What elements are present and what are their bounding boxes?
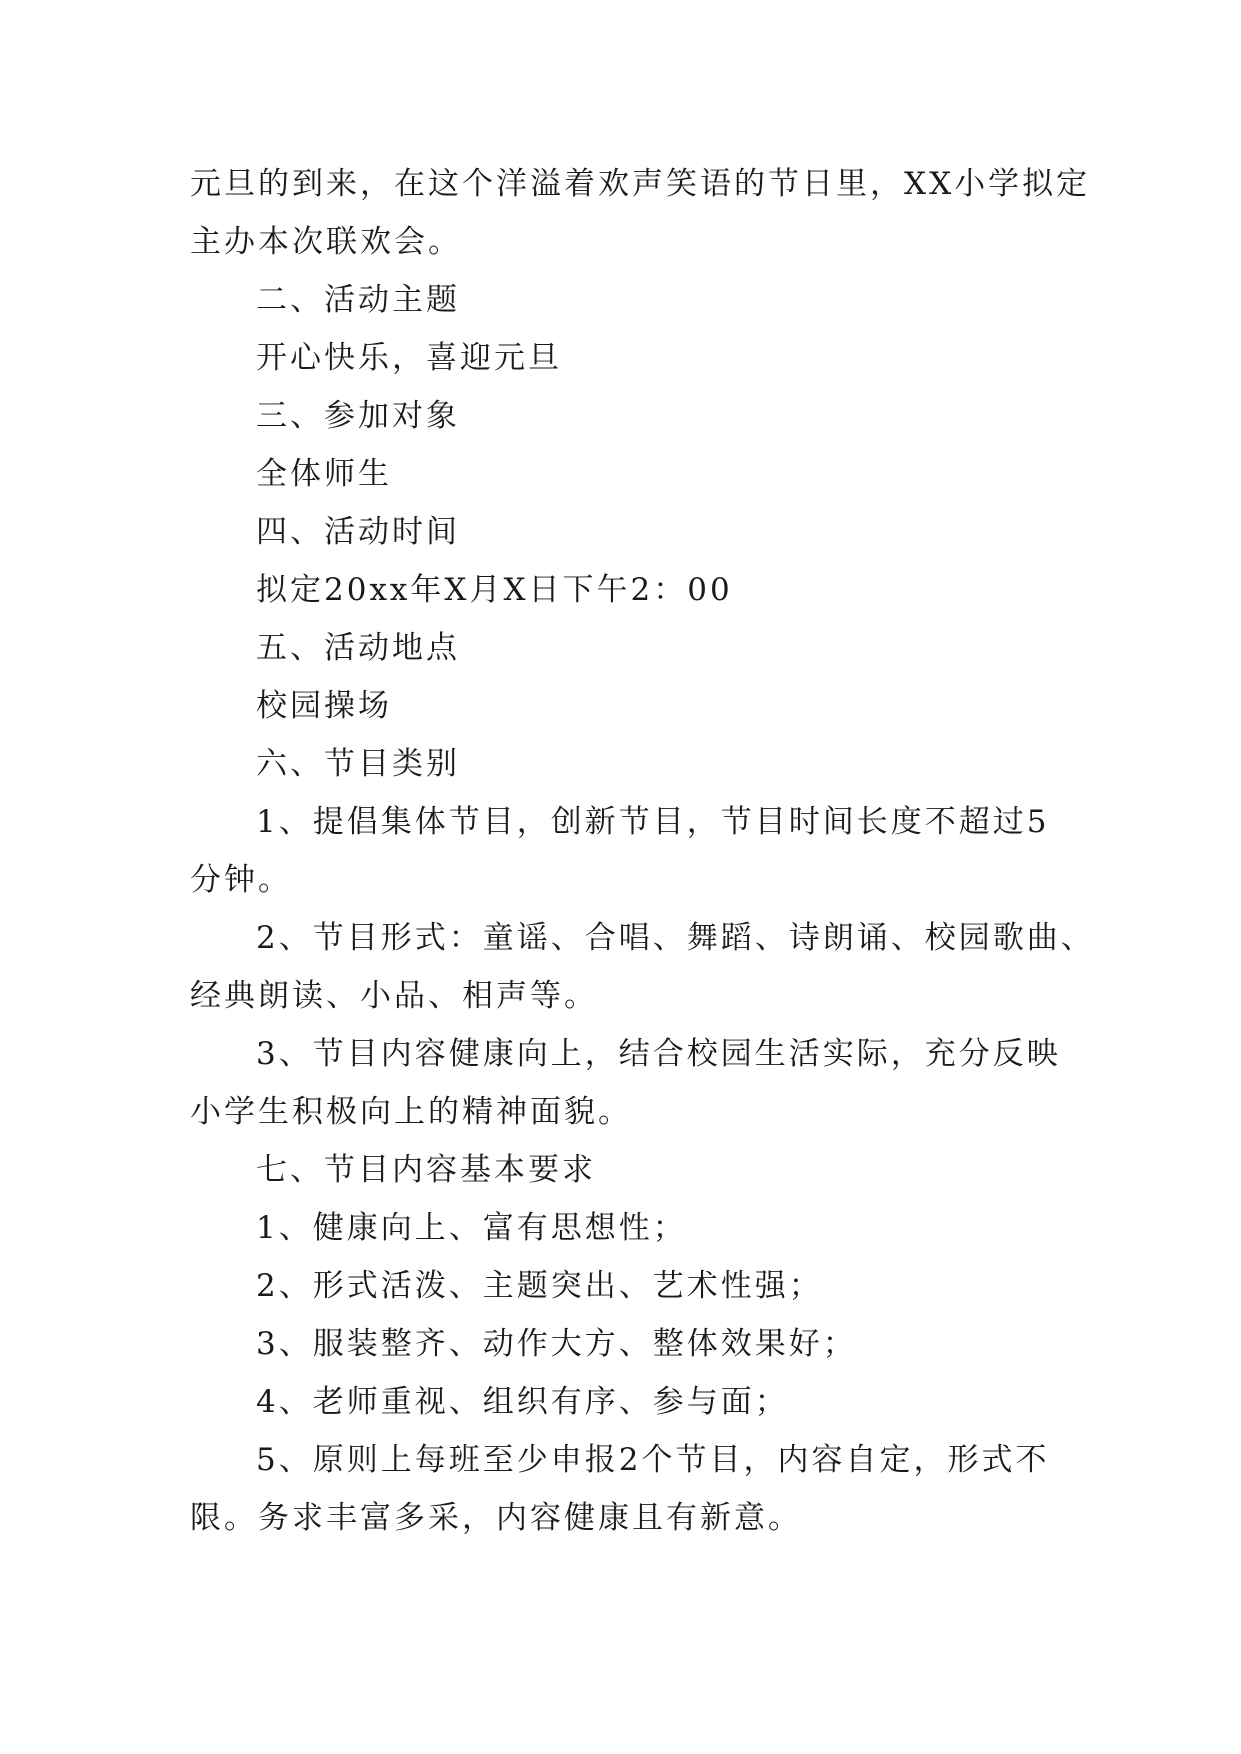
body-text-line: 主办本次联欢会。 [190,224,462,260]
list-item: 1、提倡集体节目，创新节目，节目时间长度不超过5 [256,804,1050,840]
section-heading-program-types: 六、节目类别 [256,746,460,782]
list-item: 3、服装整齐、动作大方、整体效果好； [256,1326,857,1362]
body-text-line: 校园操场 [256,688,392,724]
body-text-line: 开心快乐，喜迎元旦 [256,340,562,376]
section-heading-participants: 三、参加对象 [256,398,460,434]
list-item: 1、健康向上、富有思想性； [256,1210,687,1246]
section-heading-time: 四、活动时间 [256,514,460,550]
list-item-continuation: 限。务求丰富多采，内容健康且有新意。 [190,1500,802,1536]
document-body [190,155,1095,1547]
section-heading-requirements: 七、节目内容基本要求 [256,1152,596,1188]
body-text-line: 全体师生 [256,456,392,492]
list-item-continuation: 分钟。 [190,862,292,898]
list-item: 4、老师重视、组织有序、参与面； [256,1384,789,1420]
section-heading-theme: 二、活动主题 [256,282,460,318]
list-item-continuation: 小学生积极向上的精神面貌。 [190,1094,632,1130]
list-item: 2、节目形式：童谣、合唱、舞蹈、诗朗诵、校园歌曲、 [256,920,1095,956]
list-item: 3、节目内容健康向上，结合校园生活实际，充分反映 [256,1036,1061,1072]
section-heading-location: 五、活动地点 [256,630,460,666]
list-item: 2、形式活泼、主题突出、艺术性强； [256,1268,823,1304]
list-item-continuation: 经典朗读、小品、相声等。 [190,978,598,1014]
list-item: 5、原则上每班至少申报2个节目，内容自定，形式不 [256,1442,1050,1478]
body-text-line: 元旦的到来，在这个洋溢着欢声笑语的节日里，XX小学拟定 [190,166,1091,202]
body-text-line: 拟定20xx年X月X日下午2：00 [256,572,733,608]
